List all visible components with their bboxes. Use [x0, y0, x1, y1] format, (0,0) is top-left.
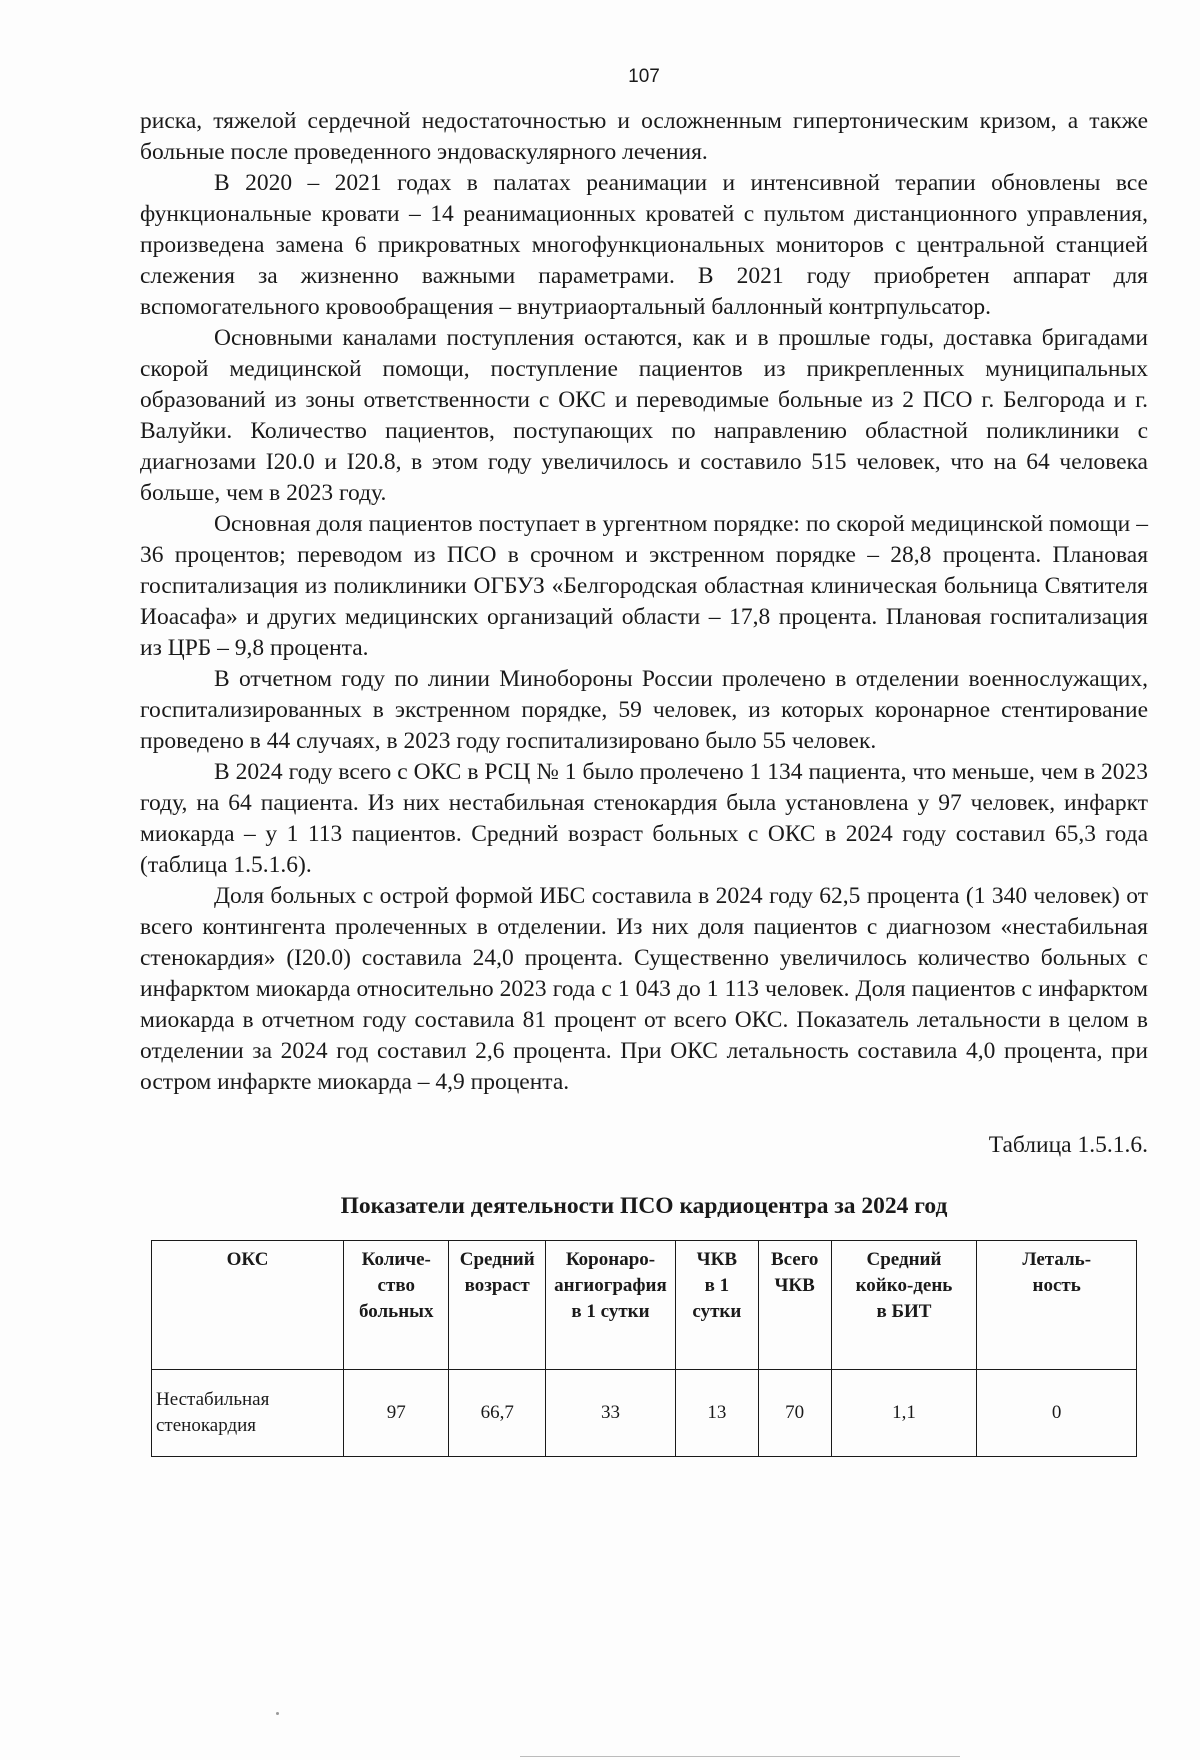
scan-artifact-line	[520, 1756, 960, 1757]
header-total-pci: Всего ЧКВ	[758, 1241, 831, 1370]
table-row	[152, 1370, 1137, 1457]
body-text	[140, 106, 1148, 1098]
header-angiography-day1: Коронаро- ангиография в 1 сутки	[545, 1241, 675, 1370]
header-average-age: Средний возраст	[449, 1241, 546, 1370]
paragraph-6: В 2024 году всего с ОКС в РСЦ № 1 было пролечено 1 134 пациента, что меньше, чем в 2023 году, на 64 пациента. Из них нестабильная стенокардия была установлена у 97 человек, инфаркт миокарда – у 1 113 пациентов. Средний возраст больных с ОКС в 2024 году составил 65,3 года (таблица 1.5.1.6).	[140, 759, 1148, 878]
header-bed-days-icu: Средний койко-день в БИТ	[831, 1241, 977, 1370]
paragraph-5: В отчетном году по линии Минобороны России пролечено в отделении военнослужащих, госпитализированных в экстренном порядке, 59 человек, из которых коронарное стентирование проведено в 44 случаях, в 2023 году госпитализировано было 55 человек.	[140, 666, 1148, 754]
paragraph-3: Основными каналами поступления остаются, как и в прошлые годы, доставка бригадами скорой медицинской помощи, поступление пациентов из прикрепленных муниципальных образований из зоны ответственности с ОКС и переводимые больные из 2 ПСО г. Белгорода и г. Валуйки. Количество пациентов, поступающих по направлению областной поликлиники с диагнозами I20.0 и I20.8, в этом году увеличилось и составило 515 человек, что на 64 человека больше, чем в 2023 году.	[140, 325, 1148, 506]
table-title: Показатели деятельности ПСО кардиоцентра за 2024 год	[340, 1193, 948, 1219]
table-caption: Таблица 1.5.1.6.	[988, 1132, 1148, 1158]
page-number: 107	[628, 66, 660, 87]
header-oks: ОКС	[152, 1241, 344, 1370]
scan-artifact-dot	[276, 1712, 279, 1715]
paragraph-4: Основная доля пациентов поступает в ургентном порядке: по скорой медицинской помощи – 36 процентов; переводом из ПСО в срочном и экстренном порядке – 28,8 процента. Плановая госпитализация из поликлиники ОГБУЗ «Белгородская областная клиническая больница Святителя Иоасафа» и других медицинских организаций области – 17,8 процента. Плановая госпитализация из ЦРБ – 9,8 процента.	[140, 511, 1148, 661]
document-page	[140, 66, 1148, 1457]
paragraph-7: Доля больных с острой формой ИБС составила в 2024 году 62,5 процента (1 340 человек) от всего контингента пролеченных в отделении. Из них доля пациентов с диагнозом «нестабильная стенокардия» (I20.0) составила 24,0 процента. Существенно увеличилось количество больных с инфарктом миокарда относительно 2023 года с 1 043 до 1 113 человек. Доля пациентов с инфарктом миокарда в отчетном году составила 81 процент от всего ОКС. Показатель летальности в целом в отделении за 2024 год составил 2,6 процента. При ОКС летальность составила 4,0 процента, при остром инфаркте миокарда – 4,9 процента.	[140, 883, 1148, 1095]
cell-oks: Нестабильная стенокардия	[152, 1370, 344, 1457]
paragraph-2: В 2020 – 2021 годах в палатах реанимации и интенсивной терапии обновлены все функциональные кровати – 14 реанимационных кроватей с пультом дистанционного управления, произведена замена 6 прикроватных многофункциональных мониторов с центральной станцией слежения за жизненно важными параметрами. В 2021 году приобретен аппарат для вспомогательного кровообращения – внутриаортальный баллонный контрпульсатор.	[140, 170, 1148, 320]
header-mortality: Леталь- ность	[977, 1241, 1137, 1370]
cell-angiography-day1: 33	[545, 1370, 675, 1457]
cell-total-pci: 70	[758, 1370, 831, 1457]
header-pci-day1: ЧКВ в 1 сутки	[675, 1241, 758, 1370]
cell-average-age: 66,7	[449, 1370, 546, 1457]
cell-bed-days-icu: 1,1	[831, 1370, 977, 1457]
cell-pci-day1: 13	[675, 1370, 758, 1457]
indicators-table	[151, 1240, 1137, 1457]
paragraph-1: риска, тяжелой сердечной недостаточностью и осложненным гипертоническим кризом, а также больные после проведенного эндоваскулярного лечения.	[140, 108, 1148, 165]
cell-patient-count: 97	[344, 1370, 449, 1457]
header-patient-count: Количе- ство больных	[344, 1241, 449, 1370]
cell-mortality: 0	[977, 1370, 1137, 1457]
table-header-row	[152, 1241, 1137, 1370]
